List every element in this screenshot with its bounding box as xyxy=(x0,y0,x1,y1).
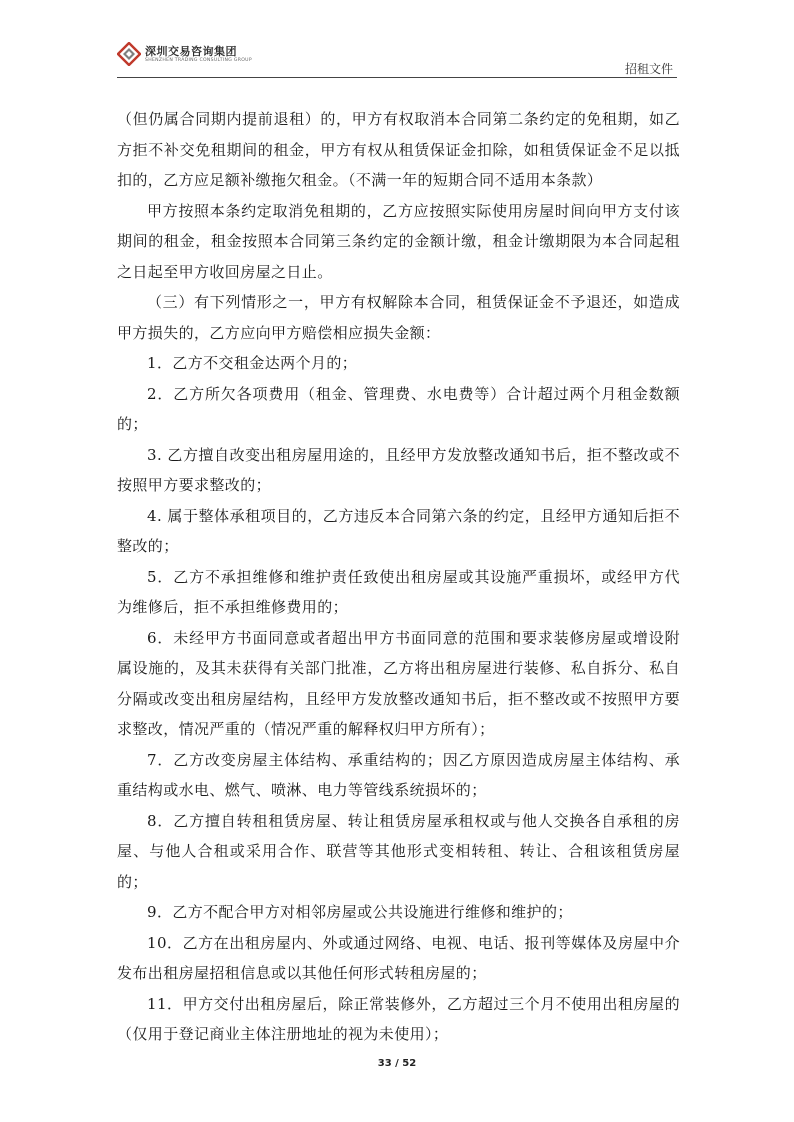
list-item: 6．未经甲方书面同意或者超出甲方书面同意的范围和要求装修房屋或增设附属设施的，及其未获得有关部门批准，乙方将出租房屋进行装修、私自拆分、私自分隔或改变出租房屋结构，且经甲方发放整改通知书后，拒不整改或不按照甲方要求整改，情况严重的（情况严重的解释权归甲方所有）； xyxy=(117,628,680,738)
list-item: 2．乙方所欠各项费用（租金、管理费、水电费等）合计超过两个月租金数额的； xyxy=(117,384,680,433)
document-label: 招租文件 xyxy=(624,62,673,76)
list-item: 10．乙方在出租房屋内、外或通过网络、电视、电话、报刊等媒体及房屋中介发布出租房屋招租信息或以其他任何形式转租房屋的； xyxy=(117,933,680,982)
company-logo-icon xyxy=(117,42,141,66)
list-item: 11．甲方交付出租房屋后，除正常装修外，乙方超过三个月不使用出租房屋的（仅用于登记商业主体注册地址的视为未使用）； xyxy=(117,994,680,1043)
document-body xyxy=(117,104,680,1050)
paragraph: 甲方按照本条约定取消免租期的，乙方应按照实际使用房屋时间向甲方支付该期间的租金，租金按照本合同第三条约定的金额计缴，租金计缴期限为本合同起租之日起至甲方收回房屋之日止。 xyxy=(117,201,680,281)
list-item: 8．乙方擅自转租租赁房屋、转让租赁房屋承租权或与他人交换各自承租的房屋、与他人合租或采用合作、联营等其他形式变相转租、转让、合租该租赁房屋的； xyxy=(117,811,680,891)
company-name-en: SHENZHEN TRADING CONSULTING GROUP xyxy=(145,58,252,63)
list-item: 5．乙方不承担维修和维护责任致使出租房屋或其设施严重损坏，或经甲方代为维修后，拒不承担维修费用的； xyxy=(117,567,680,616)
list-item: 4. 属于整体承租项目的，乙方违反本合同第六条的约定，且经甲方通知后拒不整改的； xyxy=(117,506,680,555)
paragraph: （三）有下列情形之一，甲方有权解除本合同，租赁保证金不予退还，如造成甲方损失的，乙方应向甲方赔偿相应损失金额： xyxy=(117,293,680,342)
company-name: 深圳交易咨询集团 xyxy=(145,45,237,58)
list-item: 9．乙方不配合甲方对相邻房屋或公共设施进行维修和维护的； xyxy=(147,903,573,921)
page-number: 33 / 52 xyxy=(377,1058,417,1069)
header-divider xyxy=(117,77,677,78)
paragraph: （但仍属合同期内提前退租）的，甲方有权取消本合同第二条约定的免租期，如乙方拒不补交免租期间的租金，甲方有权从租赁保证金扣除，如租赁保证金不足以抵扣的，乙方应足额补缴拖欠租金。（不满一年的短期合同不适用本条款） xyxy=(117,110,680,189)
list-item: 1．乙方不交租金达两个月的； xyxy=(147,354,358,372)
list-item: 3. 乙方擅自改变出租房屋用途的，且经甲方发放整改通知书后，拒不整改或不按照甲方要求整改的； xyxy=(117,445,680,494)
page-header xyxy=(117,40,677,77)
list-item: 7．乙方改变房屋主体结构、承重结构的；因乙方原因造成房屋主体结构、承重结构或水电、燃气、喷淋、电力等管线系统损坏的； xyxy=(117,750,680,799)
